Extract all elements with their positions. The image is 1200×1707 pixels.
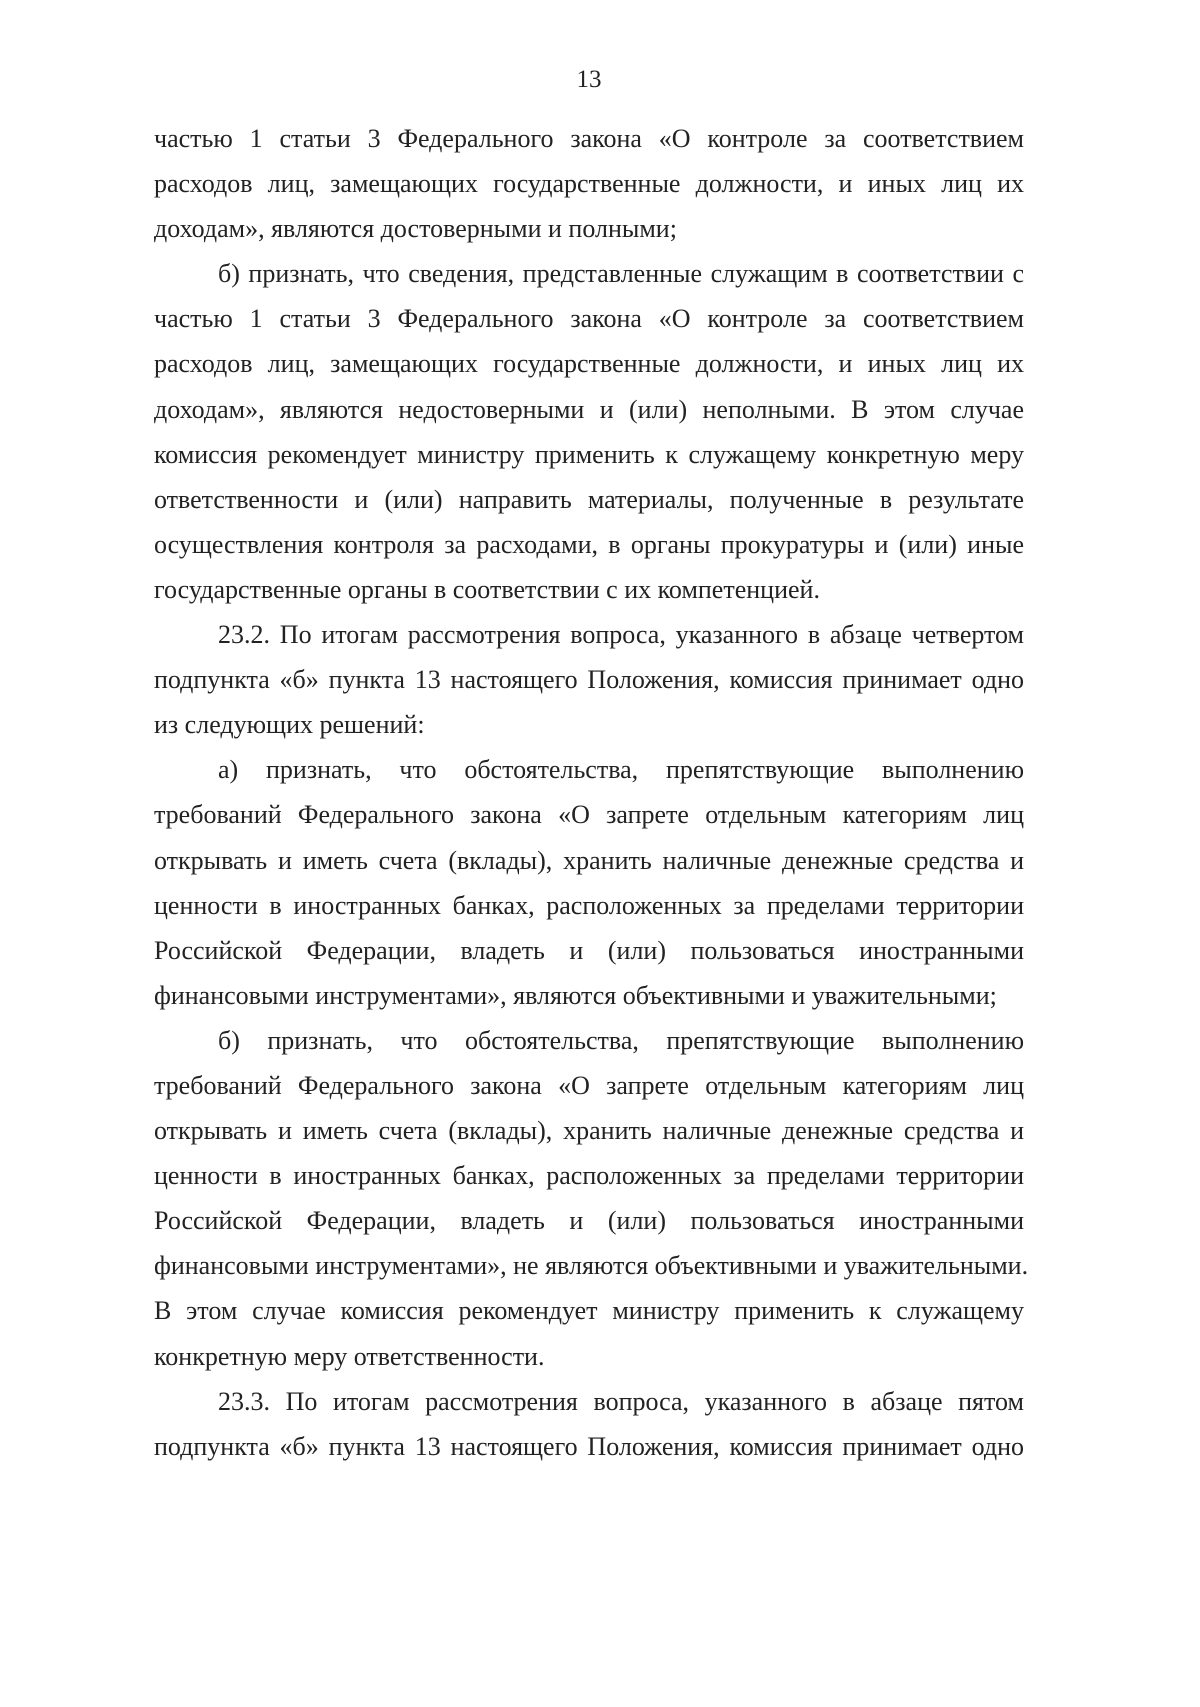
text-line: финансовыми инструментами», являются объективными и уважительными; [154, 980, 997, 1010]
text-line: расходов лиц, замещающих государственные должности, и иных лиц их [154, 349, 1024, 379]
text-line: Российской Федерации, владеть и (или) пользоваться иностранными [154, 1206, 1024, 1236]
text-line: открывать и иметь счета (вклады), хранить наличные денежные средства и [154, 845, 1024, 875]
text-line: а) признать, что обстоятельства, препятствующие выполнению [218, 755, 1024, 785]
text-line: доходам», являются достоверными и полными; [154, 214, 677, 244]
text-line: ответственности и (или) направить материалы, полученные в результате [154, 484, 1024, 514]
text-line: В этом случае комиссия рекомендует министру применить к служащему [154, 1296, 1024, 1326]
page-number: 13 [576, 66, 602, 93]
text-line: из следующих решений: [154, 710, 425, 740]
text-line: подпункта «б» пункта 13 настоящего Положения, комиссия принимает одно [154, 665, 1024, 695]
text-line: ценности в иностранных банках, расположенных за пределами территории [154, 1161, 1024, 1191]
text-line: подпункта «б» пункта 13 настоящего Положения, комиссия принимает одно [154, 1431, 1024, 1461]
text-line: частью 1 статьи 3 Федерального закона «О контроле за соответствием [154, 304, 1024, 334]
text-line: государственные органы в соответствии с их компетенцией. [154, 574, 820, 604]
text-line: ценности в иностранных банках, расположенных за пределами территории [154, 890, 1024, 920]
text-line: финансовыми инструментами», не являются объективными и уважительными. [154, 1251, 1029, 1281]
text-line: Российской Федерации, владеть и (или) пользоваться иностранными [154, 935, 1024, 965]
text-line: частью 1 статьи 3 Федерального закона «О контроле за соответствием [154, 124, 1024, 153]
document-body [154, 116, 1029, 1469]
text-line: расходов лиц, замещающих государственные должности, и иных лиц их [154, 169, 1024, 199]
text-line: конкретную меру ответственности. [154, 1341, 545, 1371]
text-line: требований Федерального закона «О запрете отдельным категориям лиц [154, 1070, 1024, 1100]
text-line: б) признать, что обстоятельства, препятствующие выполнению [218, 1025, 1024, 1055]
text-line: осуществления контроля за расходами, в органы прокуратуры и (или) иные [154, 529, 1024, 559]
text-line: доходам», являются недостоверными и (или) неполными. В этом случае [154, 394, 1024, 424]
text-line: открывать и иметь счета (вклады), хранить наличные денежные средства и [154, 1116, 1024, 1146]
text-line: требований Федерального закона «О запрете отдельным категориям лиц [154, 800, 1024, 830]
text-line: б) признать, что сведения, представленные служащим в соответствии с [218, 259, 1024, 289]
text-line: комиссия рекомендует министру применить к служащему конкретную меру [154, 439, 1024, 469]
text-line: 23.3. По итогам рассмотрения вопроса, указанного в абзаце пятом [218, 1386, 1024, 1416]
text-line: 23.2. По итогам рассмотрения вопроса, указанного в абзаце четвертом [218, 620, 1024, 650]
